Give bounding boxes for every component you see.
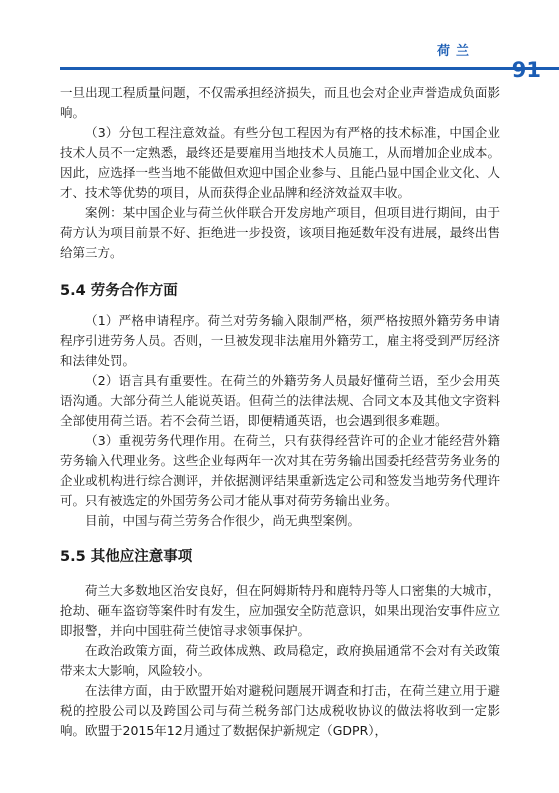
paragraph-political-policy: 在政治政策方面，荷兰政体成熟、政局稳定，政府换届通常不会对有关政策带来太大影响，风险较小。 bbox=[60, 643, 500, 678]
paragraph-language: （2）语言具有重要性。在荷兰的外籍劳务人员最好懂荷兰语，至少会用英语沟通。大部分荷兰人能说英语。但荷兰的法律法规、合同文本及其他文字资料全部使用荷兰语。若不会荷兰语，即便精通英语，也会遇到很多难题。 bbox=[60, 373, 500, 428]
paragraph-continuation: 一旦出现工程质量问题，不仅需承担经济损失，而且也会对企业声誉造成负面影响。 bbox=[60, 85, 500, 120]
paragraph-case-study: 案例：某中国企业与荷兰伙伴联合开发房地产项目，但项目进行期间，由于荷方认为项目前景不好、拒绝进一步投资，该项目拖延数年没有进展，最终出售给第三方。 bbox=[60, 205, 500, 260]
running-header-country: 荷兰 bbox=[436, 44, 475, 59]
page-number: 91 bbox=[511, 58, 541, 82]
section-heading-5-4: 5.4 劳务合作方面 bbox=[60, 283, 178, 299]
paragraph-public-security: 荷兰大多数地区治安良好，但在阿姆斯特丹和鹿特丹等人口密集的大城市，抢劫、砸车盗窃等案件时有发生，应加强安全防范意识，如果出现治安事件应立即报警，并向中国驻荷兰使馆寻求领事保护。 bbox=[60, 583, 500, 638]
section-heading-5-5: 5.5 其他应注意事项 bbox=[60, 549, 193, 565]
paragraph-legal: 在法律方面，由于欧盟开始对避税问题展开调查和打击，在荷兰建立用于避税的控股公司以及跨国公司与荷兰税务部门达成税收协议的做法将收到一定影响。欧盟于2015年12月通过了数据保护新规定（GDPR）， bbox=[60, 683, 500, 738]
paragraph-subcontract-benefit: （3）分包工程注意效益。有些分包工程因为有严格的技术标准，中国企业技术人员不一定熟悉，最终还是要雇用当地技术人员施工，从而增加企业成本。因此，应选择一些当地不能做但欢迎中国企业参与、且能凸显中国企业文化、人才、技术等优势的项目，从而获得企业品牌和经济效益双丰收。 bbox=[60, 125, 500, 200]
paragraph-application-procedure: （1）严格申请程序。荷兰对劳务输入限制严格，须严格按照外籍劳务申请程序引进劳务人员。否则，一旦被发现非法雇用外籍劳工，雇主将受到严厉经济和法律处罚。 bbox=[60, 313, 500, 368]
header-rule bbox=[60, 67, 559, 70]
page-header bbox=[0, 0, 559, 84]
paragraph-labor-cooperation-status: 目前，中国与荷兰劳务合作很少，尚无典型案例。 bbox=[85, 513, 361, 528]
paragraph-labor-agency: （3）重视劳务代理作用。在荷兰，只有获得经营许可的企业才能经营外籍劳务输入代理业务。这些企业每两年一次对其在劳务输出国委托经营劳务业务的企业或机构进行综合测评，并依据测评结果重新选定公司和签发当地劳务代理许可。只有被选定的外国劳务公司才能从事对荷劳务输出业务。 bbox=[60, 433, 500, 508]
page-body bbox=[60, 83, 500, 741]
